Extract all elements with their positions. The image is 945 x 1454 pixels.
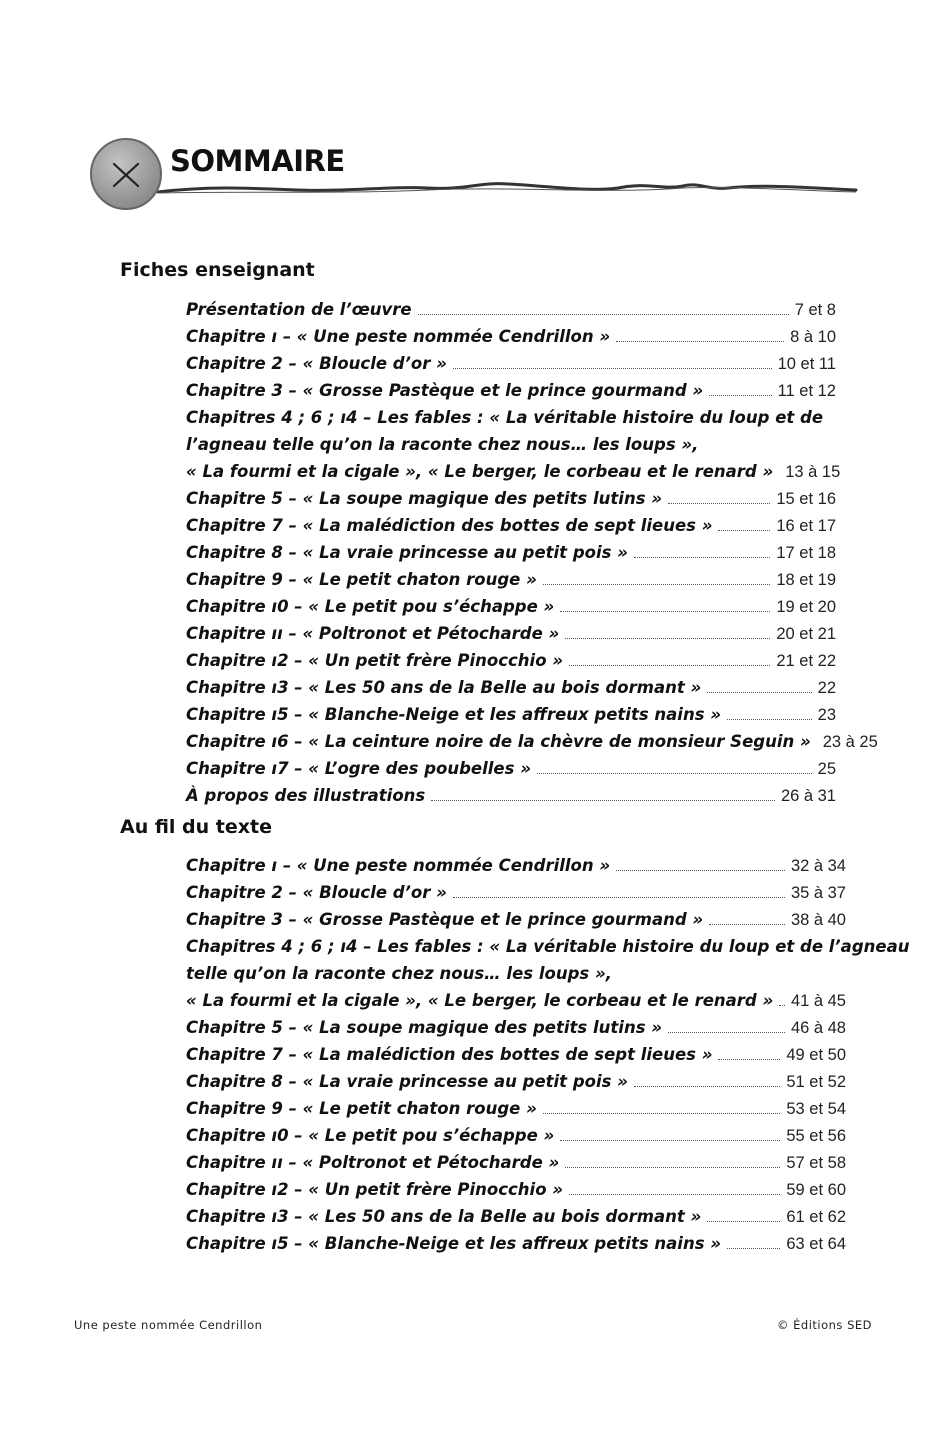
section-heading-au-fil-du-texte: Au fil du texte [120, 816, 272, 838]
toc-entry-pages: 17 et 18 [776, 544, 836, 562]
toc-entry [186, 620, 836, 647]
toc-entry-pages: 7 et 8 [794, 301, 836, 319]
toc-entry-pages: 49 et 50 [786, 1046, 846, 1064]
toc-entry [186, 674, 836, 701]
toc-entry [186, 701, 836, 728]
section-heading-fiches-enseignant: Fiches enseignant [120, 259, 315, 281]
toc-entry-label: Chapitre ı0 – « Le petit pou s’échappe » [186, 597, 555, 616]
toc-entry [186, 1068, 846, 1095]
toc-entry-pages: 46 à 48 [790, 1019, 846, 1037]
dot-leader [569, 664, 770, 666]
dot-leader [727, 1247, 780, 1249]
toc-entry-label: Chapitre ıı – « Poltronot et Pétocharde » [186, 1153, 560, 1172]
toc-entry-pages: 55 et 56 [786, 1127, 846, 1145]
toc-list-fiches-enseignant [186, 296, 878, 809]
toc-entry-label: Chapitre ı0 – « Le petit pou s’échappe » [186, 1126, 555, 1145]
toc-entry-label: Chapitre 3 – « Grosse Pastèque et le prince gourmand » [186, 381, 704, 400]
dot-leader [668, 1031, 785, 1033]
toc-entry-line: l’agneau telle qu’on la raconte chez nous… les loups », [186, 435, 699, 454]
toc-entry [186, 350, 836, 377]
dot-leader [707, 691, 811, 693]
toc-entry-label: Chapitre ı3 – « Les 50 ans de la Belle au bois dormant » [186, 678, 702, 697]
toc-entry [186, 1176, 846, 1203]
toc-entry [186, 987, 846, 1014]
toc-entry-pages: 18 et 19 [776, 571, 836, 589]
toc-entry-pages: 25 [817, 760, 836, 778]
toc-entry-pages: 13 à 15 [785, 463, 841, 481]
toc-entry-label: « La fourmi et la cigale », « Le berger, le corbeau et le renard » [186, 462, 774, 481]
toc-entry [186, 755, 836, 782]
dot-leader [565, 637, 770, 639]
toc-entry-label: Chapitre 5 – « La soupe magique des petits lutins » [186, 489, 662, 508]
toc-entry-pages: 16 et 17 [776, 517, 836, 535]
dot-leader [634, 556, 770, 558]
toc-entry-label: Chapitre ı5 – « Blanche-Neige et les affreux petits nains » [186, 1234, 721, 1253]
toc-entry-label: Chapitre 5 – « La soupe magique des petits lutins » [186, 1018, 662, 1037]
toc-entry [186, 647, 836, 674]
toc-entry [186, 906, 846, 933]
dot-leader [718, 1058, 780, 1060]
toc-entry-pages: 19 et 20 [776, 598, 836, 616]
toc-entry-pages: 63 et 64 [786, 1235, 846, 1253]
toc-list-au-fil-du-texte [186, 852, 910, 1257]
toc-entry [186, 782, 836, 809]
toc-entry [186, 1122, 846, 1149]
toc-entry-label: Chapitre ı5 – « Blanche-Neige et les affreux petits nains » [186, 705, 721, 724]
toc-entry-pages: 59 et 60 [786, 1181, 846, 1199]
toc-entry [186, 512, 836, 539]
toc-entry-pages: 26 à 31 [780, 787, 836, 805]
toc-entry [186, 458, 841, 485]
toc-entry-pages: 51 et 52 [786, 1073, 846, 1091]
page-header [88, 136, 863, 216]
toc-entry-label: À propos des illustrations [186, 786, 426, 805]
toc-entry-pages: 10 et 11 [777, 355, 836, 373]
toc-entry-label: Chapitre ı2 – « Un petit frère Pinocchio » [186, 1180, 564, 1199]
toc-entry-pages: 22 [817, 679, 836, 697]
page-title: SOMMAIRE [170, 144, 345, 178]
dot-leader [560, 1139, 780, 1141]
toc-entry-label: Chapitre ı2 – « Un petit frère Pinocchio » [186, 651, 564, 670]
toc-entry-label: Présentation de l’œuvre [186, 300, 412, 319]
dot-leader [616, 869, 785, 871]
dot-leader [560, 610, 770, 612]
toc-entry [186, 852, 846, 879]
toc-entry-label: Chapitre 9 – « Le petit chaton rouge » [186, 570, 537, 589]
toc-entry-label: Chapitre 8 – « La vraie princesse au petit pois » [186, 1072, 628, 1091]
toc-entry [186, 1014, 846, 1041]
footer-book-title: Une peste nommée Cendrillon [74, 1318, 263, 1332]
dot-leader [418, 313, 789, 315]
toc-entry-pages: 8 à 10 [790, 328, 836, 346]
toc-entry-pages: 57 et 58 [786, 1154, 846, 1172]
toc-entry [186, 377, 836, 404]
toc-entry-pages: 53 et 54 [786, 1100, 846, 1118]
toc-entry [186, 1041, 846, 1068]
dot-leader [565, 1166, 780, 1168]
dot-leader [709, 923, 785, 925]
toc-entry [186, 1149, 846, 1176]
toc-entry [186, 296, 836, 323]
dot-leader [569, 1193, 780, 1195]
dot-leader [431, 799, 775, 801]
toc-entry-pages: 32 à 34 [790, 857, 846, 875]
toc-entry-line: Chapitres 4 ; 6 ; ı4 – Les fables : « La véritable histoire du loup et de l’agneau [186, 937, 910, 956]
toc-entry-line: telle qu’on la raconte chez nous… les loups », [186, 964, 612, 983]
toc-entry-label: Chapitre 8 – « La vraie princesse au petit pois » [186, 543, 628, 562]
dot-leader [727, 718, 812, 720]
toc-entry [186, 879, 846, 906]
toc-entry-pages: 11 et 12 [777, 382, 836, 400]
toc-entry-label: Chapitre 2 – « Bloucle d’or » [186, 883, 447, 902]
toc-entry [186, 323, 836, 350]
toc-entry-pages: 21 et 22 [776, 652, 836, 670]
toc-entry [186, 485, 836, 512]
toc-entry-pages: 15 et 16 [776, 490, 836, 508]
toc-entry-label: Chapitre 2 – « Bloucle d’or » [186, 354, 447, 373]
toc-entry-pages: 35 à 37 [790, 884, 846, 902]
footer-copyright: © Éditions SED [776, 1318, 872, 1332]
dot-leader [616, 340, 784, 342]
toc-entry-pages: 20 et 21 [776, 625, 836, 643]
toc-entry-label: Chapitre 7 – « La malédiction des bottes de sept lieues » [186, 516, 713, 535]
toc-entry-pages: 38 à 40 [790, 911, 846, 929]
dot-leader [453, 896, 785, 898]
toc-entry-line: Chapitres 4 ; 6 ; ı4 – Les fables : « La véritable histoire du loup et de [186, 408, 824, 427]
dot-leader [543, 1112, 781, 1114]
toc-entry-label: « La fourmi et la cigale », « Le berger, le corbeau et le renard » [186, 991, 774, 1010]
toc-entry [186, 593, 836, 620]
toc-entry-pages: 23 [817, 706, 836, 724]
emblem-icon [90, 138, 162, 210]
dot-leader [779, 1004, 785, 1006]
toc-entry-label: Chapitre 9 – « Le petit chaton rouge » [186, 1099, 537, 1118]
toc-entry [186, 1230, 846, 1257]
dot-leader [537, 772, 812, 774]
toc-entry [186, 728, 878, 755]
toc-entry [186, 1095, 846, 1122]
toc-entry [186, 539, 836, 566]
dot-leader [668, 502, 770, 504]
toc-entry-pages: 41 à 45 [790, 992, 846, 1010]
toc-entry-label: Chapitre ıı – « Poltronot et Pétocharde » [186, 624, 560, 643]
toc-entry-label: Chapitre ı – « Une peste nommée Cendrillon » [186, 856, 611, 875]
toc-entry-label: Chapitre ı – « Une peste nommée Cendrillon » [186, 327, 611, 346]
toc-entry-pages: 61 et 62 [786, 1208, 846, 1226]
dot-leader [634, 1085, 780, 1087]
toc-entry-label: Chapitre ı6 – « La ceinture noire de la chèvre de monsieur Seguin » [186, 732, 811, 751]
dot-leader [707, 1220, 780, 1222]
toc-entry [186, 1203, 846, 1230]
toc-entry-label: Chapitre ı3 – « Les 50 ans de la Belle au bois dormant » [186, 1207, 702, 1226]
toc-entry [186, 566, 836, 593]
dot-leader [718, 529, 770, 531]
dot-leader [543, 583, 771, 585]
toc-entry-pages: 23 à 25 [822, 733, 878, 751]
dot-leader [453, 367, 772, 369]
dot-leader [709, 394, 771, 396]
toc-entry-label: Chapitre 3 – « Grosse Pastèque et le prince gourmand » [186, 910, 704, 929]
toc-entry-label: Chapitre 7 – « La malédiction des bottes de sept lieues » [186, 1045, 713, 1064]
toc-entry-label: Chapitre ı7 – « L’ogre des poubelles » [186, 759, 531, 778]
